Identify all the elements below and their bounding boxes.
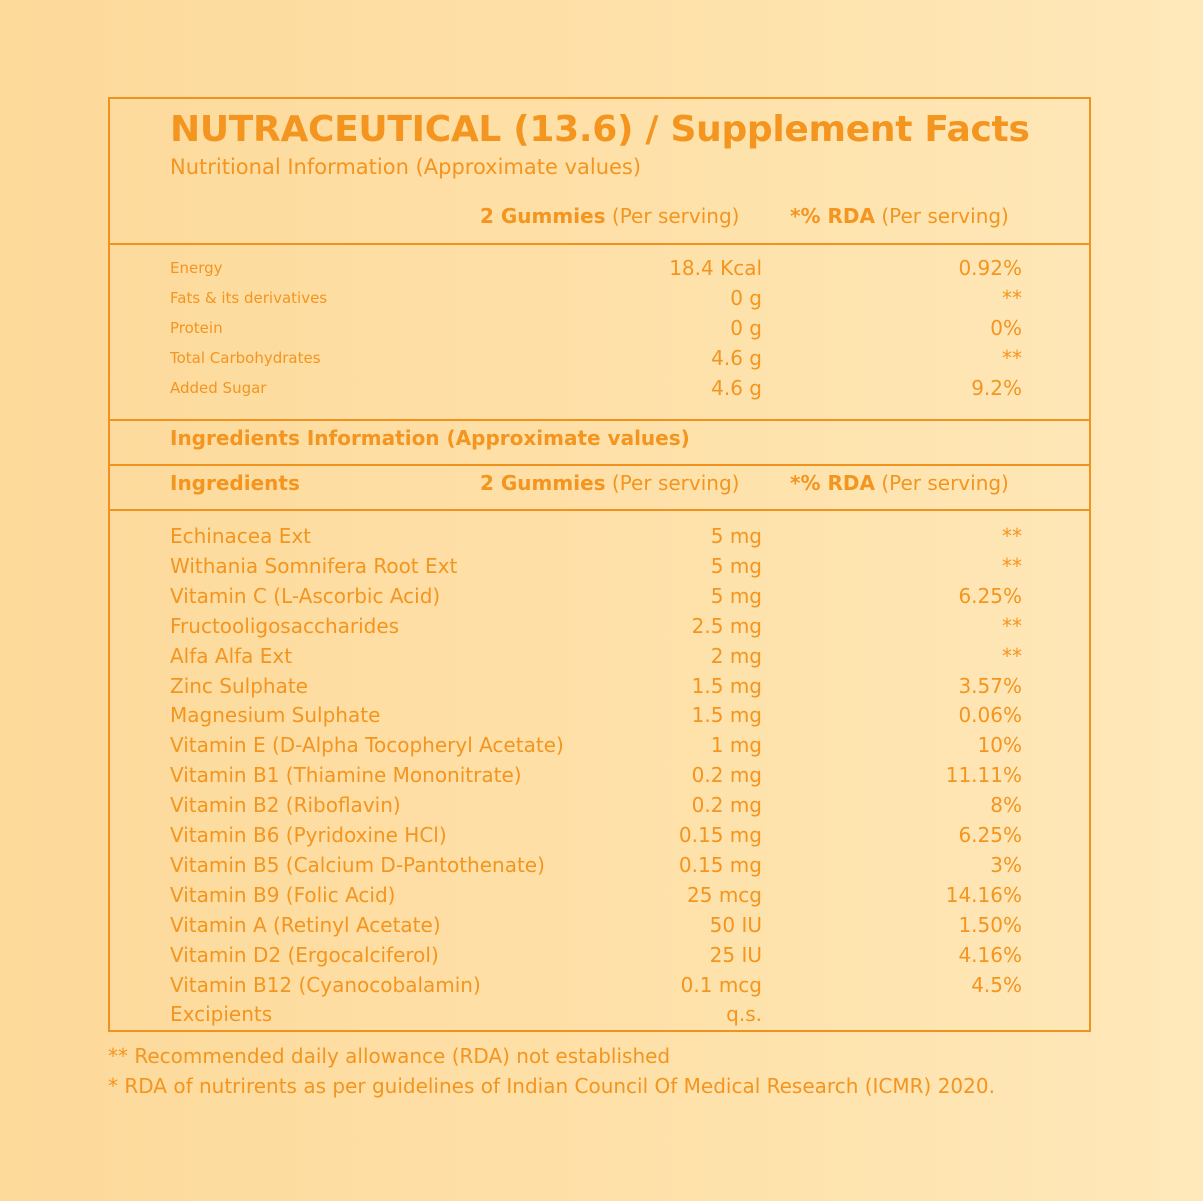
table-row [170, 703, 1022, 733]
row-amount: 25 mcg [687, 882, 762, 907]
row-name: Vitamin B2 (Riboflavin) [170, 793, 401, 818]
ingredients-amount-header-bold: 2 Gummies [480, 471, 606, 495]
table-row [170, 674, 1022, 704]
table-row [170, 883, 1022, 913]
row-name: Magnesium Sulphate [170, 703, 381, 728]
row-rda: 0% [990, 316, 1022, 340]
table-row [170, 793, 1022, 823]
row-amount: 4.6 g [711, 346, 762, 370]
row-amount: 0.15 mg [678, 852, 762, 877]
table-row [170, 554, 1022, 584]
amount-header-rest: (Per serving) [611, 204, 740, 228]
row-name: Vitamin C (L-Ascorbic Acid) [170, 583, 441, 608]
row-name: Vitamin D2 (Ergocalciferol) [170, 942, 439, 967]
table-row [170, 524, 1022, 554]
row-name: Added Sugar [170, 379, 267, 397]
row-rda: 14.16% [945, 882, 1022, 907]
subtitle: Nutritional Information (Approximate values) [170, 155, 642, 179]
page-title: NUTRACEUTICAL (13.6) / Supplement Facts [170, 109, 1030, 150]
row-amount: 0 g [730, 316, 762, 340]
table-row [170, 376, 1022, 406]
row-amount: 18.4 Kcal [669, 256, 762, 280]
row-rda: 1.50% [958, 912, 1022, 937]
footnote-rda-not-established: ** Recommended daily allowance (RDA) not established [108, 1044, 671, 1068]
row-name: Protein [170, 319, 223, 337]
row-rda: 10% [977, 733, 1022, 758]
row-rda: 0.06% [958, 703, 1022, 728]
row-rda: 8% [990, 793, 1022, 818]
row-name: Fructooligosaccharides [170, 613, 400, 638]
row-amount: 2.5 mg [691, 613, 762, 638]
ingredients-rda-header-bold: *% RDA [790, 471, 875, 495]
row-name: Total Carbohydrates [170, 349, 321, 367]
footnote-icmr: * RDA of nutrirents as per guidelines of Indian Council Of Medical Research (ICMR) 2020. [108, 1074, 995, 1098]
table-row [170, 823, 1022, 853]
row-name: Vitamin B1 (Thiamine Mononitrate) [170, 763, 522, 788]
table-row [170, 614, 1022, 644]
row-rda: 6.25% [958, 823, 1022, 847]
row-name: Alfa Alfa Ext [170, 643, 293, 668]
table-row [170, 256, 1022, 286]
row-amount: 0.15 mg [678, 823, 762, 847]
row-amount: 0.2 mg [691, 763, 762, 788]
row-name: Energy [170, 259, 223, 277]
table-row [170, 733, 1022, 763]
row-name: Fats & its derivatives [170, 289, 328, 307]
row-name: Excipients [170, 1002, 273, 1027]
ingredients-rda-header [790, 471, 1009, 495]
table-row [170, 853, 1022, 883]
divider [110, 243, 1089, 245]
ingredients-rda-header-rest: (Per serving) [881, 471, 1009, 495]
ingredients-section-title: Ingredients Information (Approximate values) [170, 426, 690, 450]
row-amount: 0 g [730, 286, 762, 310]
table-row [170, 943, 1022, 973]
ingredients-header-label: Ingredients [170, 471, 300, 495]
row-amount: 5 mg [710, 553, 762, 578]
table-row [170, 913, 1022, 943]
amount-header-bold: 2 Gummies [480, 204, 606, 228]
table-row [170, 644, 1022, 674]
row-name: Vitamin E (D-Alpha Tocopheryl Acetate) [170, 733, 564, 758]
row-rda: ** [1002, 643, 1022, 668]
row-amount: 0.1 mcg [680, 972, 762, 997]
row-rda: 9.2% [971, 376, 1022, 400]
row-name: Withania Somnifera Root Ext [170, 553, 458, 578]
divider [110, 509, 1089, 511]
row-amount: 1.5 mg [691, 673, 762, 698]
row-amount: 0.2 mg [691, 793, 762, 818]
row-rda: 3% [990, 852, 1022, 877]
ingredients-amount-header [480, 471, 739, 495]
divider [110, 419, 1089, 421]
supplement-facts-panel [108, 97, 1091, 1032]
row-amount: 4.6 g [711, 376, 762, 400]
row-rda: 6.25% [958, 583, 1022, 608]
divider [110, 464, 1089, 466]
table-row [170, 1002, 1022, 1032]
row-name: Vitamin B5 (Calcium D-Pantothenate) [170, 852, 545, 877]
row-amount: q.s. [726, 1002, 762, 1027]
rda-header-rest: (Per serving) [881, 204, 1009, 228]
row-amount: 1 mg [710, 733, 762, 758]
table-row [170, 973, 1022, 1003]
row-amount: 2 mg [710, 643, 762, 668]
amount-column-header [480, 204, 739, 228]
rda-column-header [790, 204, 1009, 228]
table-row [170, 286, 1022, 316]
row-amount: 5 mg [710, 524, 762, 548]
table-row [170, 763, 1022, 793]
row-rda: ** [1002, 613, 1022, 638]
row-name: Vitamin B12 (Cyanocobalamin) [170, 972, 481, 997]
row-amount: 1.5 mg [691, 703, 762, 728]
row-rda: 4.5% [971, 972, 1022, 997]
row-name: Vitamin B9 (Folic Acid) [170, 882, 396, 907]
table-row [170, 584, 1022, 614]
row-rda: 0.92% [958, 256, 1022, 280]
row-name: Zinc Sulphate [170, 673, 308, 698]
row-name: Vitamin B6 (Pyridoxine HCl) [170, 823, 447, 847]
row-amount: 5 mg [710, 583, 762, 608]
row-rda: 4.16% [958, 942, 1022, 967]
row-rda: ** [1002, 346, 1022, 370]
row-rda: ** [1002, 553, 1022, 578]
row-rda: ** [1002, 524, 1022, 548]
rda-header-bold: *% RDA [790, 204, 875, 228]
table-row [170, 316, 1022, 346]
table-row [170, 346, 1022, 376]
row-name: Vitamin A (Retinyl Acetate) [170, 912, 441, 937]
row-amount: 25 IU [709, 942, 762, 967]
ingredients-name-header [170, 471, 300, 495]
row-rda: ** [1002, 286, 1022, 310]
row-name: Echinacea Ext [170, 524, 312, 548]
row-rda: 3.57% [958, 673, 1022, 698]
row-rda: 11.11% [945, 763, 1022, 788]
row-amount: 50 IU [709, 912, 762, 937]
ingredients-amount-header-rest: (Per serving) [611, 471, 740, 495]
